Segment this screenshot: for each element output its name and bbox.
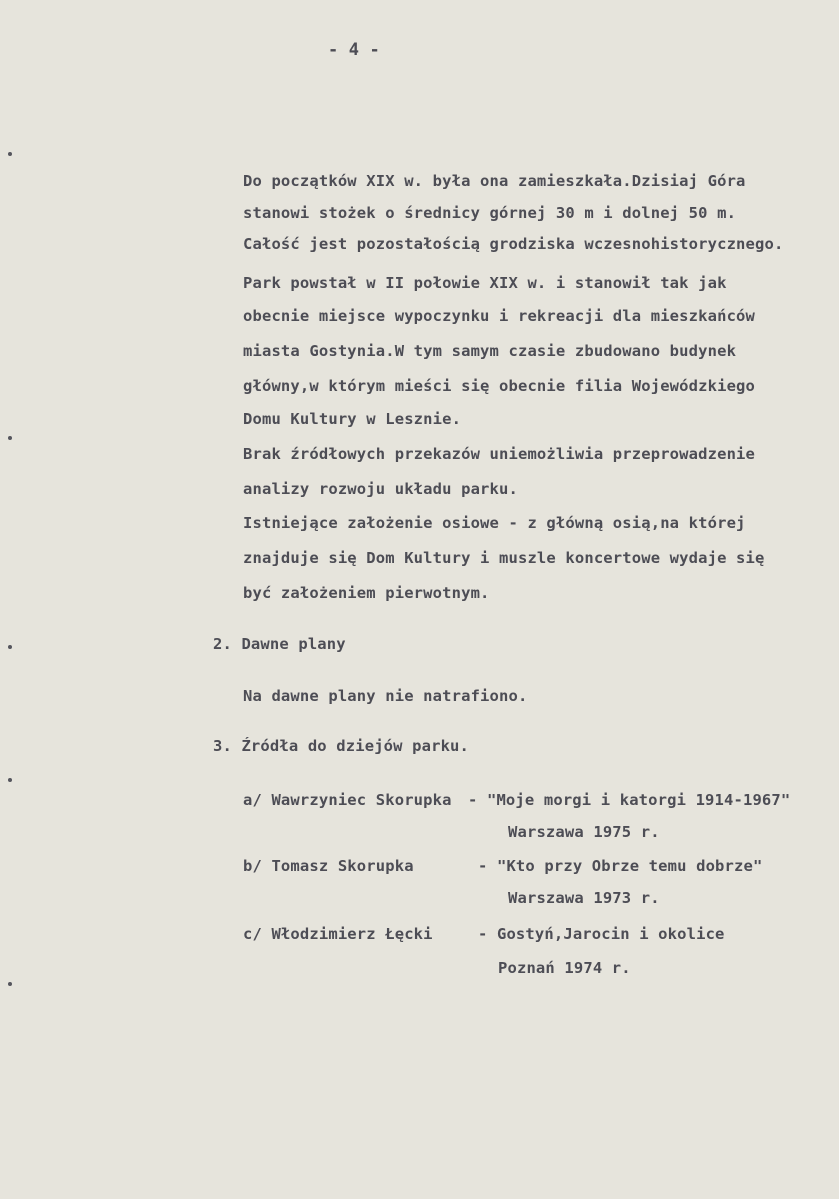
margin-mark — [8, 778, 12, 782]
section-heading: 2. Dawne plany — [213, 635, 346, 653]
body-line: miasta Gostynia.W tym samym czasie zbudowano budynek — [243, 342, 737, 360]
source-place: Warszawa 1973 r. — [508, 889, 660, 907]
source-title: - Gostyń,Jarocin i okolice — [478, 925, 725, 943]
body-line: znajduje się Dom Kultury i muszle koncertowe wydaje się — [243, 549, 765, 567]
body-line: Domu Kultury w Lesznie. — [243, 410, 462, 428]
body-line: stanowi stożek o średnicy górnej 30 m i dolnej 50 m. — [243, 204, 737, 222]
page-number: - 4 - — [328, 40, 380, 60]
body-line: główny,w którym mieści się obecnie filia Wojewódzkiego — [243, 377, 756, 395]
margin-mark — [8, 645, 12, 649]
source-author: a/ Wawrzyniec Skorupka — [243, 791, 452, 809]
body-line: analizy rozwoju układu parku. — [243, 480, 518, 498]
source-author: c/ Włodzimierz Łęcki — [243, 925, 433, 943]
margin-mark — [8, 436, 12, 440]
source-place: Poznań 1974 r. — [498, 959, 631, 977]
section-text: Na dawne plany nie natrafiono. — [243, 687, 528, 705]
section-heading: 3. Źródła do dziejów parku. — [213, 737, 470, 755]
body-line: być założeniem pierwotnym. — [243, 584, 490, 602]
body-line: obecnie miejsce wypoczynku i rekreacji dla mieszkańców — [243, 307, 756, 325]
body-line: Park powstał w II połowie XIX w. i stanowił tak jak — [243, 274, 727, 292]
source-author: b/ Tomasz Skorupka — [243, 857, 414, 875]
body-line: Brak źródłowych przekazów uniemożliwia przeprowadzenie — [243, 445, 756, 463]
body-line: Istniejące założenie osiowe - z główną osią,na której — [243, 514, 746, 532]
body-line: Całość jest pozostałością grodziska wczesnohistorycznego. — [243, 235, 784, 253]
margin-mark — [8, 982, 12, 986]
source-place: Warszawa 1975 r. — [508, 823, 660, 841]
source-title: - "Moje morgi i katorgi 1914-1967" — [468, 791, 791, 809]
body-line: Do początków XIX w. była ona zamieszkała.Dzisiaj Góra — [243, 172, 746, 190]
margin-mark — [8, 152, 12, 156]
source-title: - "Kto przy Obrze temu dobrze" — [478, 857, 763, 875]
